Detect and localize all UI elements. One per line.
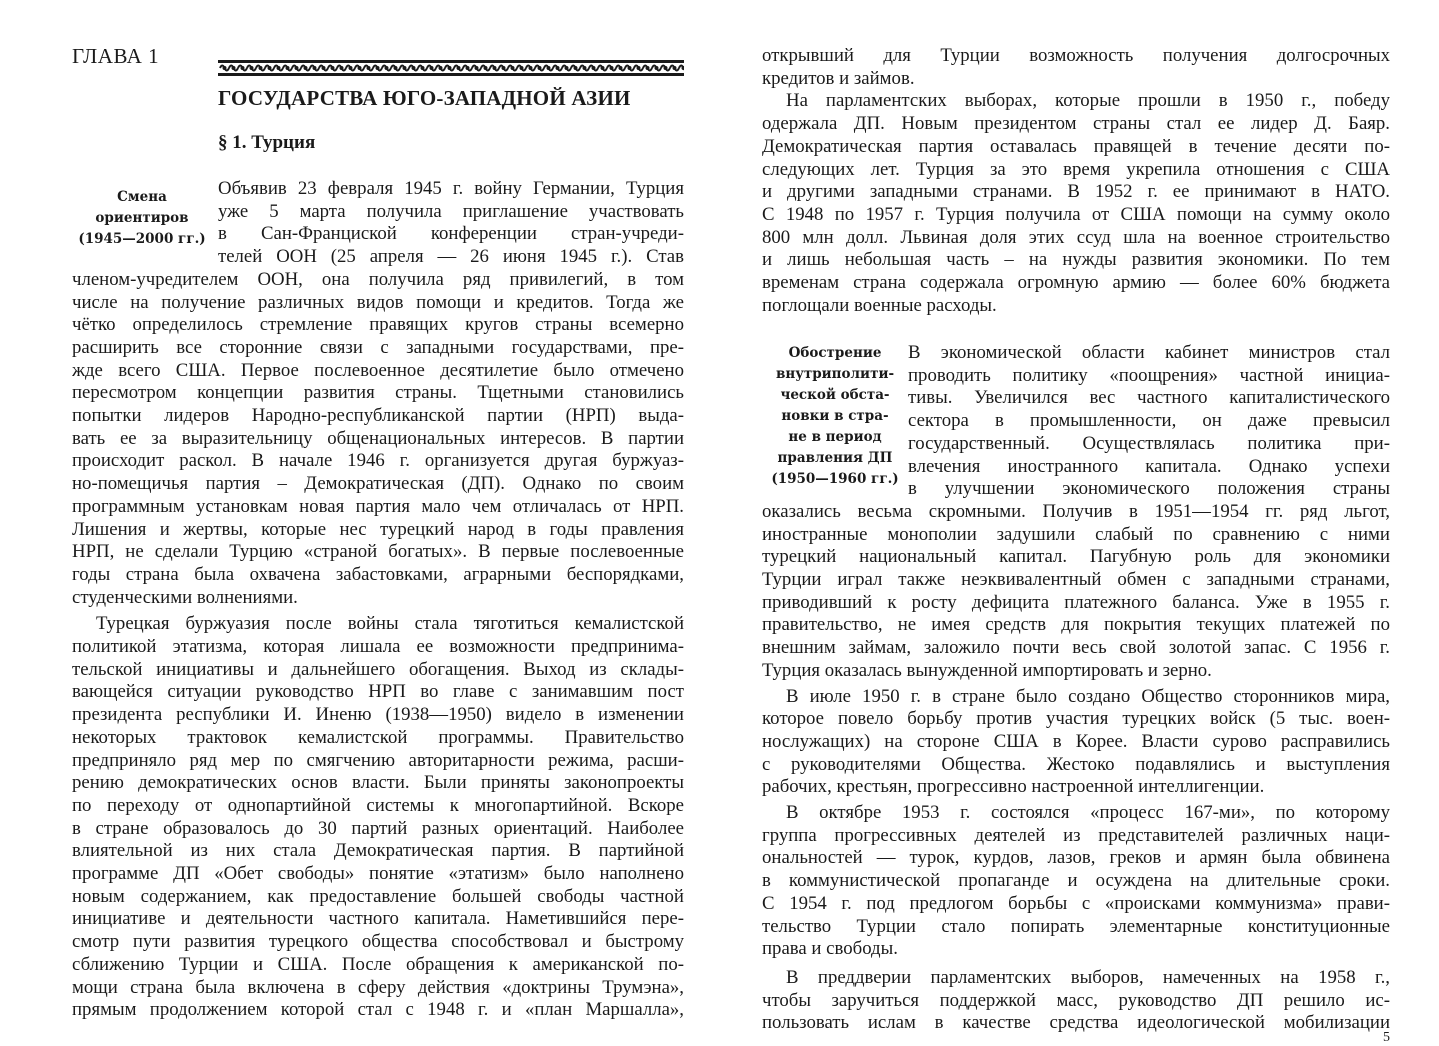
text-line: В июле 1950 г. в стране было создано Общество сторонников мира, bbox=[786, 685, 1390, 707]
text-line: На парламентских выборах, которые прошли в 1950 г., победу bbox=[786, 90, 1390, 112]
text-line: с руководителями Общества. Жестоко подавлялись и выступления bbox=[762, 753, 1390, 775]
text-line: НРП, не сделали Турцию «страной богатых». В первые послевоенные bbox=[72, 541, 684, 563]
margin-note-line: ческой обста- bbox=[780, 387, 890, 403]
text-line: годы страна была охвачена забастовками, аграрными беспорядками, bbox=[72, 563, 684, 585]
text-line: прямым продолжением которой стал с 1948 г. и «план Маршалла», bbox=[72, 999, 684, 1021]
text-line: уже 5 марта получила приглашение участвовать bbox=[218, 200, 684, 222]
text-line: тельство Турции стало попирать элементарные конституционные bbox=[762, 915, 1390, 937]
margin-note-line: ориентиров bbox=[95, 210, 189, 226]
text-line: права и свободы. bbox=[762, 938, 898, 960]
text-line: внешним займам, заложило почти весь свой золотой запас. С 1956 г. bbox=[762, 637, 1390, 659]
margin-note-line: внутриполити- bbox=[775, 366, 895, 382]
text-line: приводивший к росту дефицита платежного баланса. Уже в 1955 г. bbox=[762, 591, 1390, 613]
text-line: Демократическая партия оставалась правящей в течение десяти по- bbox=[762, 135, 1390, 157]
text-line: рению демократических основ власти. Были приняты законопроекты bbox=[72, 772, 684, 794]
text-line: программным установкам новая партия мало чем отличалась от НРП. bbox=[72, 495, 684, 517]
text-line: которое повело борьбу против участия турецких войск (5 тыс. воен- bbox=[762, 708, 1390, 730]
ornamental-rule bbox=[218, 60, 684, 76]
text-line: политикой этатизма, которая лишала ее возможности предпринима- bbox=[72, 636, 684, 657]
text-line: членом-учредителем ООН, она получила ряд привилегий, в том bbox=[72, 268, 684, 290]
margin-note-line: не в период bbox=[788, 429, 882, 445]
section-heading: § 1. Турция bbox=[218, 132, 316, 153]
text-line: мощи страна была включена в сферу действия «доктрины Трумэна», bbox=[72, 976, 684, 998]
text-line: вающейся ситуации руководство НРП во главе с занимавшим пост bbox=[72, 681, 684, 703]
chapter-label: ГЛАВА 1 bbox=[72, 44, 160, 68]
text-line: пересмотром концепции развития страны. Тщетными становились bbox=[72, 382, 684, 404]
text-line: в коммунистической пропаганде и осуждена на длительные сроки. bbox=[762, 870, 1390, 892]
text-line: чётко определилось стремление правящих кругов страны всемерно bbox=[72, 314, 684, 336]
text-line: Турции играл также неэквивалентный обмен с западными странами, bbox=[762, 569, 1390, 590]
text-line: иностранные монополии задушили слабый по сравнению с ними bbox=[762, 523, 1390, 545]
text-line: влечения иностранного капитала. Однако успехи bbox=[908, 455, 1390, 477]
text-line: В экономической области кабинет министров стал bbox=[908, 342, 1390, 363]
text-line: оказались весьма скромными. Получив в 1951—1954 гг. ряд льгот, bbox=[762, 500, 1390, 522]
margin-note-line: Смена bbox=[117, 189, 167, 205]
text-line: 800 млн долл. Львиная доля этих ссуд шла на военное строительство bbox=[762, 226, 1390, 248]
text-line: государственный. Осуществлялась политика при- bbox=[908, 432, 1390, 454]
text-line: инициативе и деятельности частного капитала. Наметившийся пере- bbox=[72, 908, 684, 930]
text-line: пользовать ислам в качестве средства идеологической мобилизации bbox=[762, 1012, 1390, 1034]
text-line: в стране образовалось до 30 партий разных ориентаций. Наиболее bbox=[72, 817, 684, 839]
text-line: происходит раскол. В начале 1946 г. организуется другая буржуаз- bbox=[72, 450, 684, 472]
text-line: ональностей — турок, курдов, лазов, греков и армян была обвинена bbox=[762, 847, 1390, 869]
text-line: В преддверии парламентских выборов, намеченных на 1958 г., bbox=[786, 966, 1390, 988]
text-line: сектора в промышленности, он даже превысил bbox=[908, 410, 1390, 432]
text-line: и лишь небольшая часть – на нужды развития экономики. По тем bbox=[762, 249, 1390, 271]
text-line: числе на получение различных видов помощи и кредитов. Тогда же bbox=[72, 291, 684, 313]
text-line: турецкий национальный капитал. Пагубную роль для экономики bbox=[762, 546, 1390, 568]
text-line: С 1948 по 1957 г. Турция получила от США помощи на сумму около bbox=[762, 203, 1390, 225]
text-line: президента республики И. Иненю (1938—1950) видело в изменении bbox=[72, 704, 684, 726]
text-line: в Сан-Франциской конференции стран-учреди- bbox=[218, 223, 684, 245]
text-line: смотр пути развития турецкого общества способствовал и быстрому bbox=[72, 931, 684, 953]
text-line: жде всего США. Первое послевоенное десятилетие было отмечено bbox=[72, 359, 684, 381]
text-line: Объявив 23 февраля 1945 г. войну Германии, Турция bbox=[218, 178, 684, 199]
text-line: расширить все сторонние связи с западными государствами, пре- bbox=[72, 336, 684, 358]
text-line: телей ООН (25 апреля — 26 июня 1945 г.). Став bbox=[218, 246, 684, 268]
text-line: рабочих, крестьян, прогрессивно настроенной интеллигенции. bbox=[762, 776, 1265, 798]
text-line: нослужащих) на стороне США в Корее. Власти сурово расправились bbox=[762, 730, 1390, 752]
page-number: 5 bbox=[1383, 1030, 1390, 1045]
text-line: В октябре 1953 г. состоялся «процесс 167-ми», по которому bbox=[786, 802, 1390, 823]
text-line: тельской инициативы и дальнейшего обогащения. Выход из склады- bbox=[72, 658, 684, 680]
text-line: Лишения и жертвы, которые нес турецкий народ в годы правления bbox=[72, 518, 684, 540]
text-line: следующих лет. Турция за это время укрепила отношения с США bbox=[762, 158, 1390, 180]
margin-note-line: Обострение bbox=[788, 345, 882, 361]
text-line: но-помещичья партия – Демократическая (ДП). Однако по своим bbox=[72, 473, 684, 495]
text-line: одержала ДП. Новым президентом страны стал ее лидер Д. Баяр. bbox=[762, 113, 1390, 135]
text-line: чтобы заручиться поддержкой масс, руководство ДП решило ис- bbox=[762, 989, 1390, 1011]
text-line: С 1954 г. под предлогом борьбы с «происками коммунизма» прави- bbox=[762, 892, 1390, 914]
text-line: в улучшении экономического положения страны bbox=[908, 478, 1390, 500]
text-line: Турецкая буржуазия после войны стала тяготиться кемалистской bbox=[96, 613, 684, 635]
text-line: новым содержанием, как предоставление большей свободы частной bbox=[72, 885, 684, 907]
text-line: открывший для Турции возможность получения долгосрочных bbox=[762, 45, 1390, 66]
chapter-title: ГОСУДАРСТВА ЮГО-ЗАПАДНОЙ АЗИИ bbox=[218, 86, 631, 110]
text-line: Турция оказалась вынужденной импортировать и зерно. bbox=[762, 659, 1212, 681]
text-line: предприняло ряд мер по смягчению авторитарности режима, расши- bbox=[72, 749, 684, 771]
text-line: некоторых трактовок кемалистской программы. Правительство bbox=[72, 726, 684, 748]
text-line: сближению Турции и США. После обращения к американской по- bbox=[72, 953, 684, 975]
text-line: влиятельной из них стала Демократическая партия. В партийной bbox=[72, 840, 684, 862]
text-line: поглощали военные расходы. bbox=[762, 294, 997, 316]
text-line: кредитов и займов. bbox=[762, 67, 915, 89]
text-line: проводить политику «поощрения» частной инициа- bbox=[908, 364, 1390, 386]
text-line: группа прогрессивных деятелей из представителей различных наци- bbox=[762, 824, 1390, 846]
text-line: программе ДП «Обет свободы» понятие «этатизм» было наполнено bbox=[72, 863, 684, 884]
left-page bbox=[72, 0, 684, 1045]
text-line: и другими западными странами. В 1952 г. ее принимают в НАТО. bbox=[762, 181, 1390, 203]
text-line: тивы. Увеличился вес частного капиталистического bbox=[908, 387, 1390, 409]
text-line: вать ее за выразительницу общенациональных интересов. В партии bbox=[72, 427, 684, 449]
margin-note-line: правления ДП bbox=[777, 450, 893, 466]
margin-note-line: новки в стра- bbox=[781, 408, 889, 424]
text-line: попытки лидеров Народно-республиканской партии (НРП) выда- bbox=[72, 405, 684, 426]
text-line: временам страна содержала огромную армию — более 60% бюджета bbox=[762, 272, 1390, 293]
text-line: правительство, не имея средств для покрытия текущих платежей по bbox=[762, 614, 1390, 636]
right-page bbox=[762, 0, 1390, 1045]
text-line: студенческими волнениями. bbox=[72, 586, 298, 608]
margin-note-line: (1945—2000 гг.) bbox=[78, 231, 206, 247]
text-line: по переходу от однопартийной системы к многопартийной. Вскоре bbox=[72, 794, 684, 816]
margin-note-line: (1950—1960 гг.) bbox=[771, 471, 899, 487]
